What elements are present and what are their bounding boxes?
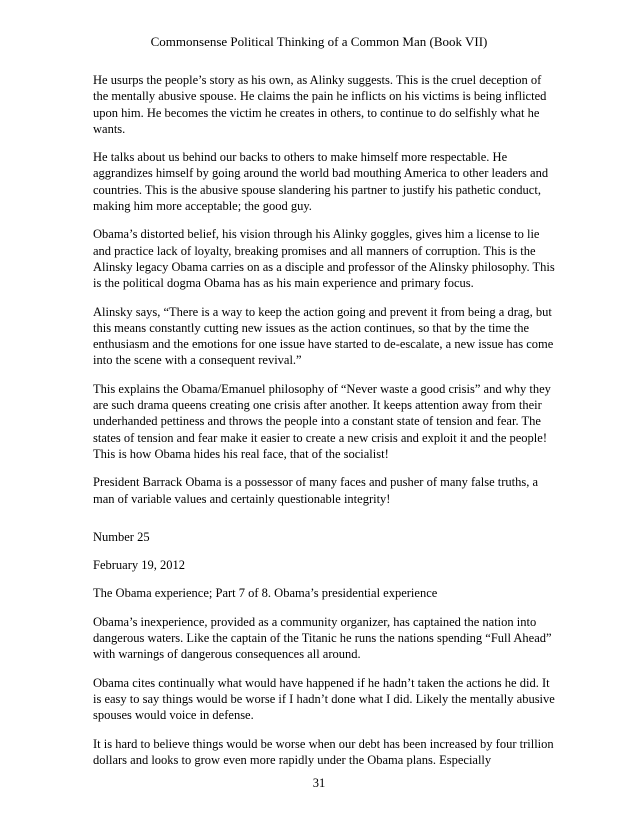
paragraph-would-be-worse: Obama cites continually what would have happened if he hadn’t taken the actions he did. It is easy to say things would be worse if I hadn’t done what I did. Likely the mentally abusive spouses would voice in defense. bbox=[93, 675, 555, 723]
paragraph-alinsky-quote: Alinsky says, “There is a way to keep the action going and prevent it from being a drag, but this means constantly cutting new issues as the action continues, so that by the time the enthusiasm and the emotions for one issue have started to de-escalate, a new issue has come into the scene with a consequent revival.” bbox=[93, 304, 554, 368]
entry-date: February 19, 2012 bbox=[93, 558, 185, 573]
entry-number: Number 25 bbox=[93, 529, 150, 544]
paragraph-behind-backs: He talks about us behind our backs to others to make himself more respectable. He aggrandizes himself by going around the world bad mouthing America to other leaders and countries. This is the abusive spouse slandering his partner to justify his pathetic conduct, making him more acceptable; the good guy. bbox=[93, 150, 549, 214]
paragraph-usurps-story: He usurps the people’s story as his own, as Alinky suggests. This is the cruel deception of the mentally abusive spouse. He claims the pain he inflicts on his victims is being inflicted upon him. He becomes the victim he creates in others, to continue to do selfishly what he wants. bbox=[93, 73, 547, 136]
paragraph-many-faces: President Barrack Obama is a possessor of many faces and pusher of many false truths, a man of variable values and certainly questionable integrity! bbox=[93, 475, 539, 506]
paragraph-never-waste-crisis: This explains the Obama/Emanuel philosophy of “Never waste a good crisis” and why they are such drama queens creating one crisis after another. It keeps attention away from their underhanded pettiness and throws the people into a constant state of tension and fear. The states of tension and fear make it easier to create a new crisis and exploit it and the people! This is how Obama hides his real face, that of the socialist! bbox=[93, 381, 551, 461]
entry-title: The Obama experience; Part 7 of 8. Obama’s presidential experience bbox=[93, 586, 438, 601]
paragraph-inexperience: Obama’s inexperience, provided as a community organizer, has captained the nation into dangerous waters. Like the captain of the Titanic he runs the nations spending “Full Ahead” with warnings of dangerous consequences all around. bbox=[93, 614, 552, 662]
page-number: 31 bbox=[312, 776, 326, 790]
running-header: Commonsense Political Thinking of a Common Man (Book VII) bbox=[150, 34, 488, 49]
body-text bbox=[93, 72, 555, 780]
paragraph-distorted-belief: Obama’s distorted belief, his vision through his Alinky goggles, gives him a license to lie and practice lack of loyalty, breaking promises and all manners of corruption. This is the Alinsky legacy Obama carries on as a disciple and professor of the Alinsky philosophy. This is the political dogma Obama has as his main experience and primary focus. bbox=[93, 227, 555, 291]
paragraph-debt: It is hard to believe things would be worse when our debt has been increased by four trillion dollars and looks to grow even more rapidly under the Obama plans. Especially bbox=[93, 736, 554, 767]
